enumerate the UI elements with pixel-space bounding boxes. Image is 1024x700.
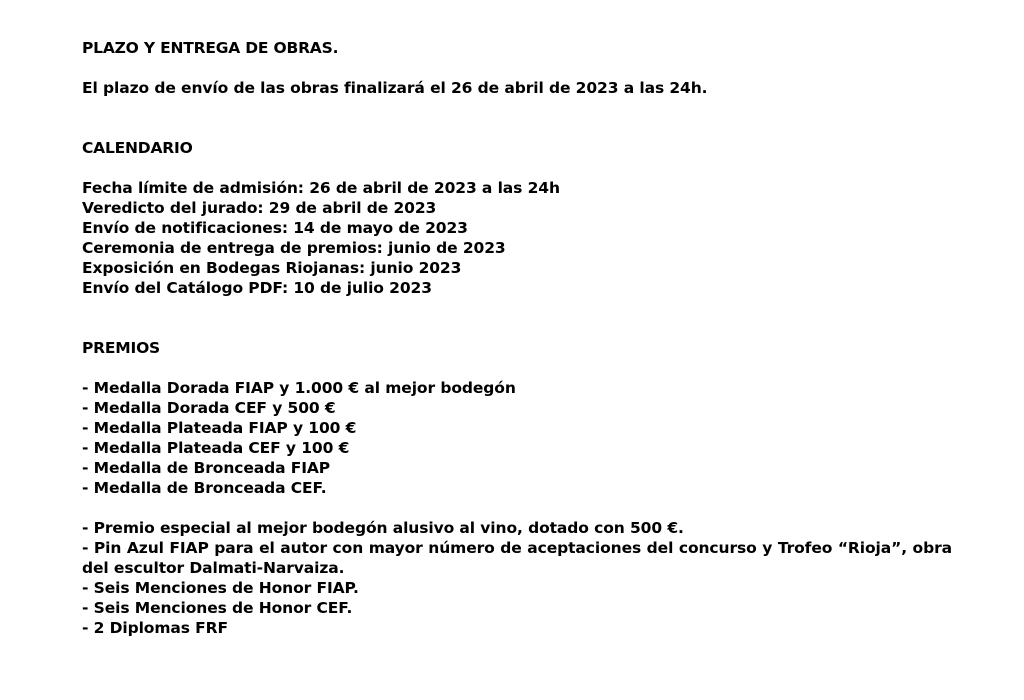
premio-item: - Medalla de Bronceada FIAP xyxy=(82,459,331,477)
plazo-heading: PLAZO Y ENTREGA DE OBRAS. xyxy=(82,39,339,57)
calendario-item: Exposición en Bodegas Riojanas: junio 2023 xyxy=(82,259,462,277)
premio-especial-item: - 2 Diplomas FRF xyxy=(82,619,228,637)
premio-especial-item: - Premio especial al mejor bodegón alusivo al vino, dotado con 500 €. xyxy=(82,519,684,537)
premio-item: - Medalla Dorada FIAP y 1.000 € al mejor bodegón xyxy=(82,379,516,397)
premio-item: - Medalla Dorada CEF y 500 € xyxy=(82,399,336,417)
premio-especial-item: - Seis Menciones de Honor CEF. xyxy=(82,599,353,617)
premio-especial-item: - Pin Azul FIAP para el autor con mayor número de aceptaciones del concurso y Trofeo “Rioja”, obra del escultor Dalmati-Narvaiza. xyxy=(82,539,952,577)
premios-heading: PREMIOS xyxy=(82,339,161,357)
calendario-item: Envío de notificaciones: 14 de mayo de 2023 xyxy=(82,219,468,237)
calendario-list xyxy=(82,178,952,298)
premios-especiales-list xyxy=(82,518,952,638)
premio-item: - Medalla de Bronceada CEF. xyxy=(82,479,327,497)
calendario-item: Fecha límite de admisión: 26 de abril de 2023 a las 24h xyxy=(82,179,560,197)
plazo-text: El plazo de envío de las obras finalizará el 26 de abril de 2023 a las 24h. xyxy=(82,79,708,97)
premio-item: - Medalla Plateada CEF y 100 € xyxy=(82,439,350,457)
document-page xyxy=(82,38,952,638)
calendario-heading: CALENDARIO xyxy=(82,139,193,157)
calendario-item: Ceremonia de entrega de premios: junio de 2023 xyxy=(82,239,506,257)
calendario-item: Envío del Catálogo PDF: 10 de julio 2023 xyxy=(82,279,432,297)
premio-item: - Medalla Plateada FIAP y 100 € xyxy=(82,419,357,437)
premio-especial-item: - Seis Menciones de Honor FIAP. xyxy=(82,579,359,597)
calendario-item: Veredicto del jurado: 29 de abril de 2023 xyxy=(82,199,437,217)
premios-medallas-list xyxy=(82,378,952,498)
